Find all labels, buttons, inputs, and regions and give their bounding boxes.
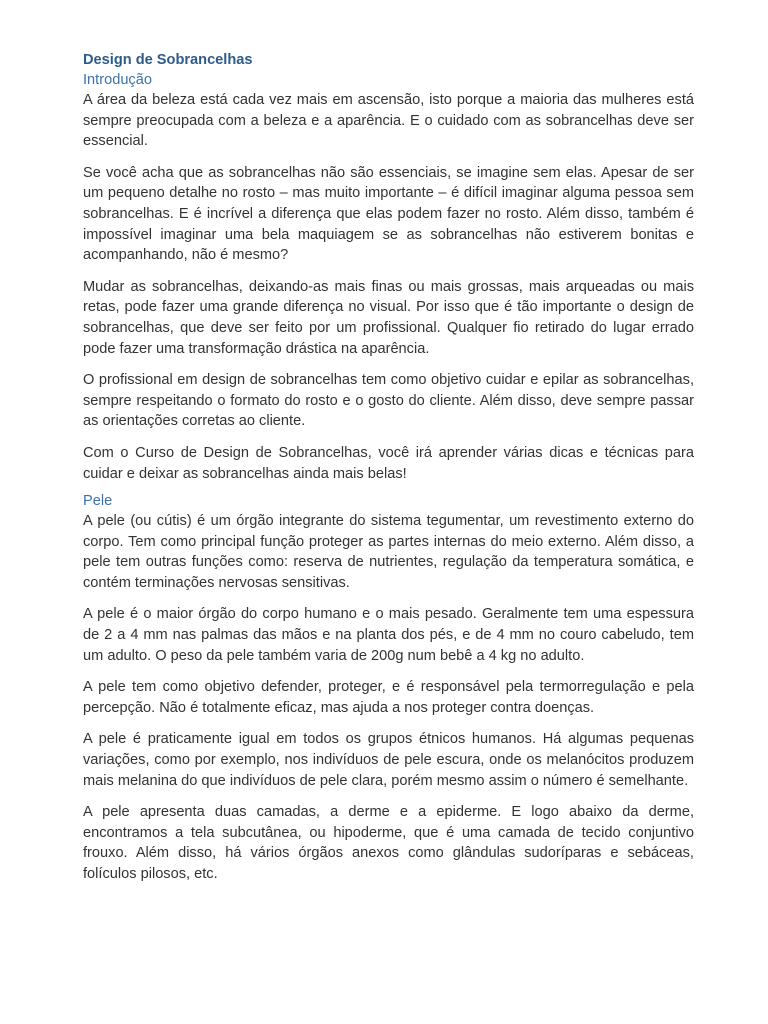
- section-heading: Introdução: [83, 72, 152, 88]
- paragraph: O profissional em design de sobrancelhas tem como objetivo cuidar e epilar as sobrancelhas, sempre respeitando o formato do rosto e o gosto do cliente. Além disso, deve sempre passar as orientações corretas ao cliente.: [83, 372, 694, 430]
- paragraph: Com o Curso de Design de Sobrancelhas, você irá aprender várias dicas e técnicas para cuidar e deixar as sobrancelhas ainda mais belas!: [83, 444, 694, 482]
- paragraph: A pele é o maior órgão do corpo humano e o mais pesado. Geralmente tem uma espessura de 2 a 4 mm nas palmas das mãos e na planta dos pés, e de 4 mm no couro cabeludo, tem um adulto. O peso da pele também varia de 200g num bebê a 4 kg no adulto.: [83, 606, 694, 664]
- paragraph: A pele é praticamente igual em todos os grupos étnicos humanos. Há algumas pequenas variações, como por exemplo, nos indivíduos de pele escura, onde os melanócitos produzem mais melanina do que indivíduos de pele clara, porém mesmo assim o número é semelhante.: [83, 731, 694, 789]
- section-heading: Pele: [83, 493, 113, 510]
- paragraph: A pele apresenta duas camadas, a derme e a epiderme. E logo abaixo da derme, encontramos a tela subcutânea, ou hipoderme, que é uma camada de tecido conjuntivo frouxo. Além disso, há vários órgãos anexos como glândulas sudoríparas e sebáceas, folículos pilosos, etc.: [83, 804, 694, 882]
- paragraph: A área da beleza está cada vez mais em ascensão, isto porque a maioria das mulheres está sempre preocupada com a beleza e a aparência. E o cuidado com as sobrancelhas deve ser essencial.: [83, 92, 694, 150]
- section-introducao: [83, 70, 694, 484]
- document-title: Design de Sobrancelhas: [83, 52, 253, 68]
- paragraph: A pele (ou cútis) é um órgão integrante do sistema tegumentar, um revestimento externo do corpo. Tem como principal função proteger as partes internas do meio externo. Além disso, a pele tem outras funções como: reserva de nutrientes, regulação da temperatura somática, e contém terminações nervosas sensitivas.: [83, 513, 694, 591]
- paragraph: Se você acha que as sobrancelhas não são essenciais, se imagine sem elas. Apesar de ser um pequeno detalhe no rosto – mas muito importante – é difícil imaginar alguma pessoa sem sobrancelhas. E é incrível a diferença que elas podem fazer no rosto. Além disso, também é impossível imaginar uma bela maquiagem se as sobrancelhas não estiverem bonitas e acompanhando, não é mesmo?: [83, 164, 694, 264]
- document-page: [83, 50, 694, 896]
- paragraph: Mudar as sobrancelhas, deixando-as mais finas ou mais grossas, mais arqueadas ou mais retas, pode fazer uma grande diferença no visual. Por isso que é tão importante o design de sobrancelhas, que deve ser feito por um profissional. Qualquer fio retirado do lugar errado pode fazer uma transformação drástica na aparência.: [83, 278, 694, 357]
- section-pele: [83, 491, 694, 885]
- paragraph: A pele tem como objetivo defender, proteger, e é responsável pela termorregulação e pela percepção. Não é totalmente eficaz, mas ajuda a nos proteger contra doenças.: [83, 679, 694, 716]
